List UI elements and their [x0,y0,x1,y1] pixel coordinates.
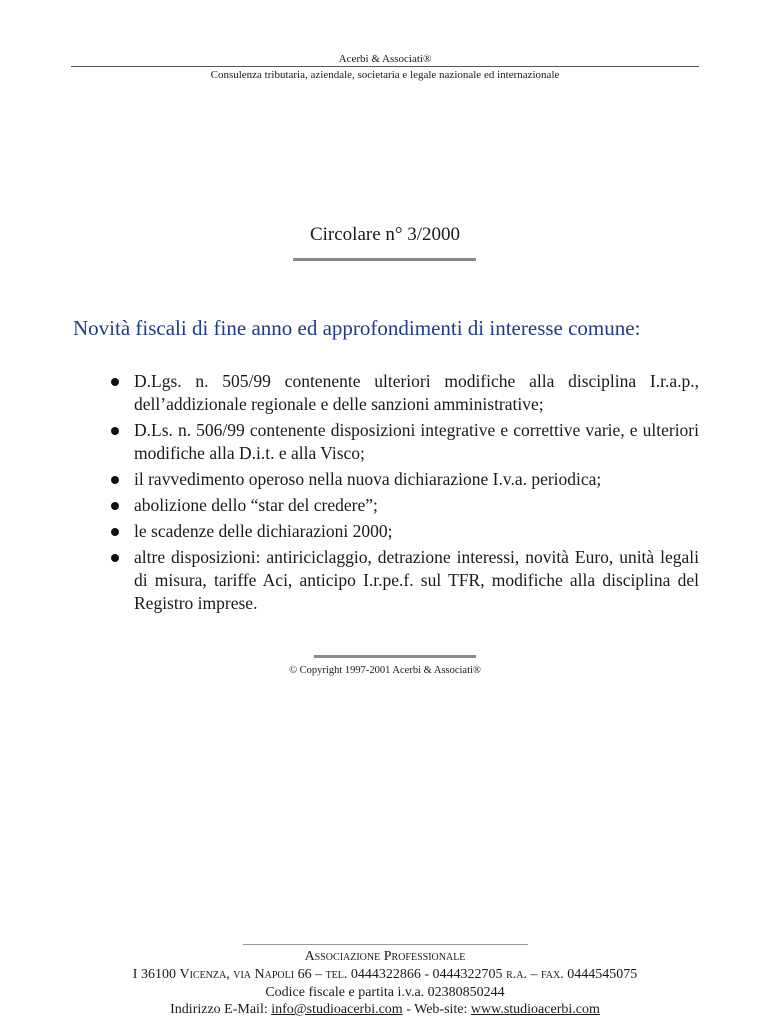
address-city: Vicenza, via Napoli [179,967,295,982]
copyright-divider [314,655,476,658]
bullet-icon [111,427,119,435]
copyright-notice: © Copyright 1997-2001 Acerbi & Associati® [289,665,481,676]
fax-number: 0444545075 [563,967,638,982]
main-heading: Novità fiscali di fine anno ed approfondimenti di interesse comune: [73,316,641,340]
list-item-text: D.Lgs. n. 505/99 contenente ulteriori modifiche alla disciplina I.r.a.p., dell’addizionale regionale e delle sanzioni amministrative; [134,371,699,414]
list-item [73,546,699,615]
header-divider [71,66,699,67]
list-item [73,370,699,416]
email-link[interactable]: info@studioacerbi.com [271,1002,403,1017]
firm-subtitle: Consulenza tributaria, aziendale, societaria e legale nazionale ed internazionale [210,69,560,81]
footer-tax-code: Codice fiscale e partita i.v.a. 02380850244 [265,985,505,1000]
footer-divider [243,944,528,945]
website-link[interactable]: www.studioacerbi.com [470,1002,600,1017]
firm-name: Acerbi & Associati® [338,53,432,65]
bullet-icon [111,378,119,386]
list-item [73,520,699,543]
list-item [73,494,699,517]
circular-title: Circolare n° 3/2000 [309,224,461,245]
list-item-text: abolizione dello “star del credere”; [134,495,378,515]
footer-association: Associazione Professionale [304,949,466,964]
bullet-icon [111,476,119,484]
list-item-text: altre disposizioni: antiriciclaggio, detrazione interessi, novità Euro, unità legali di misura, tariffe Aci, anticipo I.r.pe.f. sul TFR, modifiche alla disciplina del Registro imprese. [134,547,699,613]
email-label: Indirizzo E-Mail: [170,1002,272,1017]
footer-contacts [0,1001,770,1019]
list-item [73,468,699,491]
title-divider [293,258,476,261]
tel-label: tel. [325,967,348,982]
tel-numbers: 0444322866 - 0444322705 [347,967,507,982]
address-prefix: I 36100 [132,967,180,982]
fax-label: r.a. – fax. [506,967,564,982]
list-item-text: le scadenze delle dichiarazioni 2000; [134,521,393,541]
list-item [73,419,699,465]
footer-address [0,966,770,984]
bullet-icon [111,502,119,510]
bullet-icon [111,554,119,562]
list-item-text: il ravvedimento operoso nella nuova dichiarazione I.v.a. periodica; [134,469,602,489]
list-item-text: D.Ls. n. 506/99 contenente disposizioni integrative e correttive varie, e ulteriori modifiche alla D.i.t. e alla Visco; [134,420,699,463]
topic-list [73,370,699,618]
address-number: 66 – [294,967,326,982]
web-label: - Web-site: [402,1002,471,1017]
bullet-icon [111,528,119,536]
